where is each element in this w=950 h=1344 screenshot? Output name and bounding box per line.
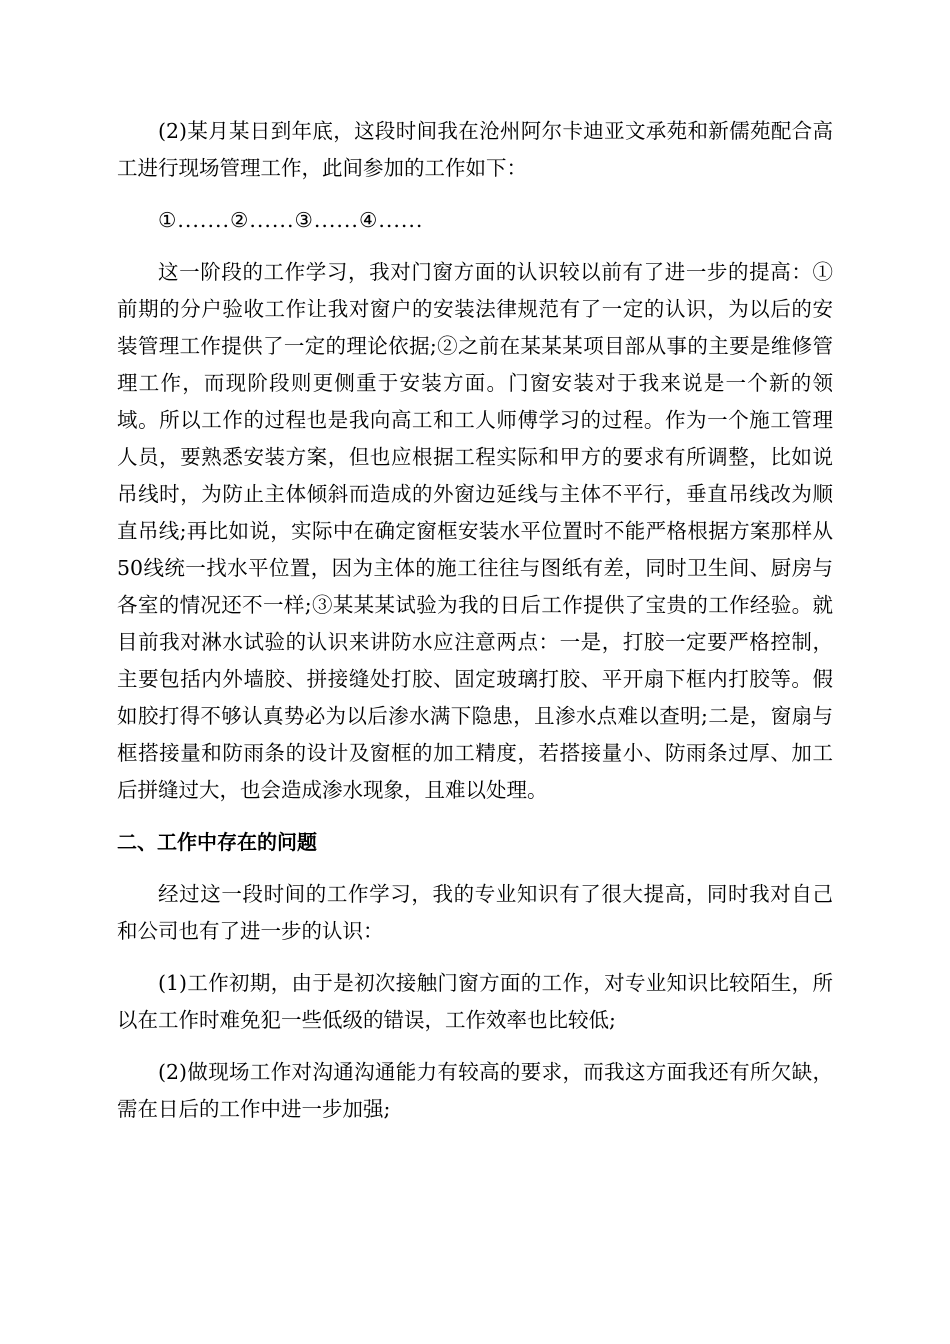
- paragraph-stage-learning: 这一阶段的工作学习，我对门窗方面的认识较以前有了进一步的提高：①前期的分户验收工作让我对窗户的安装法律规范有了一定的认识，为以后的安装管理工作提供了一定的理论依据;②之前在某某某项目部从事的主要是维修管理工作，而现阶段则更侧重于安装方面。门窗安装对于我来说是一个新的领域。所以工作的过程也是我向高工和工人师傅学习的过程。作为一个施工管理人员，要熟悉安装方案，但也应根据工程实际和甲方的要求有所调整，比如说吊线时，为防止主体倾斜而造成的外窗边延线与主体不平行，垂直吊线改为顺直吊线;再比如说，实际中在确定窗框安装水平位置时不能严格根据方案那样从50线统一找水平位置，因为主体的施工往往与图纸有差，同时卫生间、厨房与各室的情况还不一样;③某某某试验为我的日后工作提供了宝贵的工作经验。就目前我对淋水试验的认识来讲防水应注意两点：一是，打胶一定要严格控制，主要包括内外墙胶、拼接缝处打胶、固定玻璃打胶、平开扇下框内打胶等。假如胶打得不够认真势必为以后渗水满下隐患，且渗水点难以查明;二是，窗扇与框搭接量和防雨条的设计及窗框的加工精度，若搭接量小、防雨条过厚、加工后拼缝过大，也会造成渗水现象，且难以处理。: [117, 260, 833, 802]
- paragraph-problem-2: (2)做现场工作对沟通沟通能力有较高的要求，而我这方面我还有所欠缺，需在日后的工作中进一步加强;: [117, 1060, 833, 1121]
- document-page: [117, 113, 833, 1143]
- paragraph-problem-1: (1)工作初期，由于是初次接触门窗方面的工作，对专业知识比较陌生，所以在工作时难免犯一些低级的错误，工作效率也比较低;: [117, 971, 833, 1032]
- paragraph-work-list: ①.......②......③......④......: [158, 208, 424, 232]
- paragraph-work-period-2: (2)某月某日到年底，这段时间我在沧州阿尔卡迪亚文承苑和新儒苑配合高工进行现场管理工作，此间参加的工作如下：: [117, 119, 833, 180]
- paragraph-problems-intro: 经过这一段时间的工作学习，我的专业知识有了很大提高，同时我对自己和公司也有了进一步的认识：: [117, 882, 833, 943]
- section-heading-problems: 二、工作中存在的问题: [117, 830, 317, 854]
